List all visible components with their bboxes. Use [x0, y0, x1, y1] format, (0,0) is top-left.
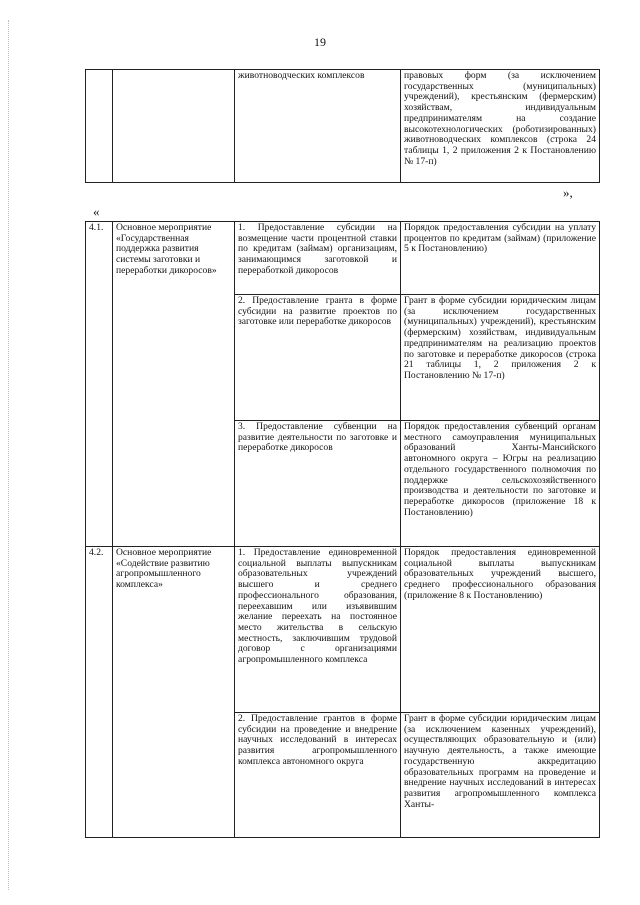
cell-name [113, 70, 235, 183]
cell-measure: животноводческих комплексов [235, 70, 401, 183]
cell-num: 4.1. [86, 222, 113, 547]
cell-num [86, 70, 113, 183]
cell-measure: 3. Предоставление субвенции на развитие деятельности по заготовке и переработке дикоросов [235, 421, 401, 547]
cell-procedure: Грант в форме субсидии юридическим лицам (за исключением казенных учреждений), осуществляющих образовательную и (или) научную деятельность, а также имеющие государственную аккредитацию образовательных программ на проведение и внедрение научных исследований в интересах развития агропромышленного комплекса Ханты- [401, 713, 600, 838]
cell-measure: 2. Предоставление гранта в форме субсидии на развитие проектов по заготовке или переработке дикоросов [235, 295, 401, 421]
cell-measure: 1. Предоставление единовременной социальной выплаты выпускникам образовательных учреждений высшего и среднего профессионального образования, переехавшим или изъявившим желание переехать на постоянное место жительства в сельскую местность, заключившим трудовой договор с организациями агропромышленного комплекса [235, 547, 401, 713]
table-row [86, 70, 600, 183]
cell-procedure: Порядок предоставления единовременной социальной выплаты выпускникам образовательных учреждений высшего, среднего профессионального образования (приложение 8 к Постановлению) [401, 547, 600, 713]
measures-table [85, 221, 600, 838]
cell-name: Основное мероприятие «Содействие развитию агропромышленного комплекса» [113, 547, 235, 838]
table-row [86, 547, 600, 713]
page-number: 19 [314, 35, 326, 49]
cell-name: Основное мероприятие «Государственная поддержка развития системы заготовки и переработки дикоросов» [113, 222, 235, 547]
cell-procedure: правовых форм (за исключением государственных (муниципальных) учреждений), крестьянским (фермерским) хозяйствам, индивидуальным предпринимателям на создание высокотехнологических (роботизированных) животноводческих комплексов (строка 24 таблицы 1, 2 приложения 2 к Постановлению № 17-п) [401, 70, 600, 183]
cell-measure: 2. Предоставление грантов в форме субсидии на проведение и внедрение научных исследований в интересах развития агропромышленного комплекса автономного округа [235, 713, 401, 838]
table-row [86, 222, 600, 295]
cell-measure: 1. Предоставление субсидии на возмещение части процентной ставки по кредитам (займам) организациям, занимающимся заготовкой и переработкой дикоросов [235, 222, 401, 295]
cell-procedure: Грант в форме субсидии юридическим лицам (за исключением государственных (муниципальных) учреждений), крестьянским (фермерским) хозяйствам, индивидуальным предпринимателям на реализацию проектов по заготовке и переработке дикоросов (строка 21 таблицы 1, 2 приложения 2 к Постановлению № 17-п) [401, 295, 600, 421]
cell-num: 4.2. [86, 547, 113, 838]
opening-quote: « [93, 204, 100, 219]
cell-procedure: Порядок предоставления субвенций органам местного самоуправления муниципальных образований Ханты-Мансийского автономного округа – Югры на реализацию отдельного государственного полномочия по поддержке сельскохозяйственного производства и деятельности по заготовке и переработке дикоросов (приложение 18 к Постановлению) [401, 421, 600, 547]
continuation-table [85, 69, 600, 183]
cell-procedure: Порядок предоставления субсидии на уплату процентов по кредитам (займам) (приложение 5 к Постановлению) [401, 222, 600, 295]
scan-edge [8, 20, 9, 890]
closing-quote: », [563, 185, 573, 200]
